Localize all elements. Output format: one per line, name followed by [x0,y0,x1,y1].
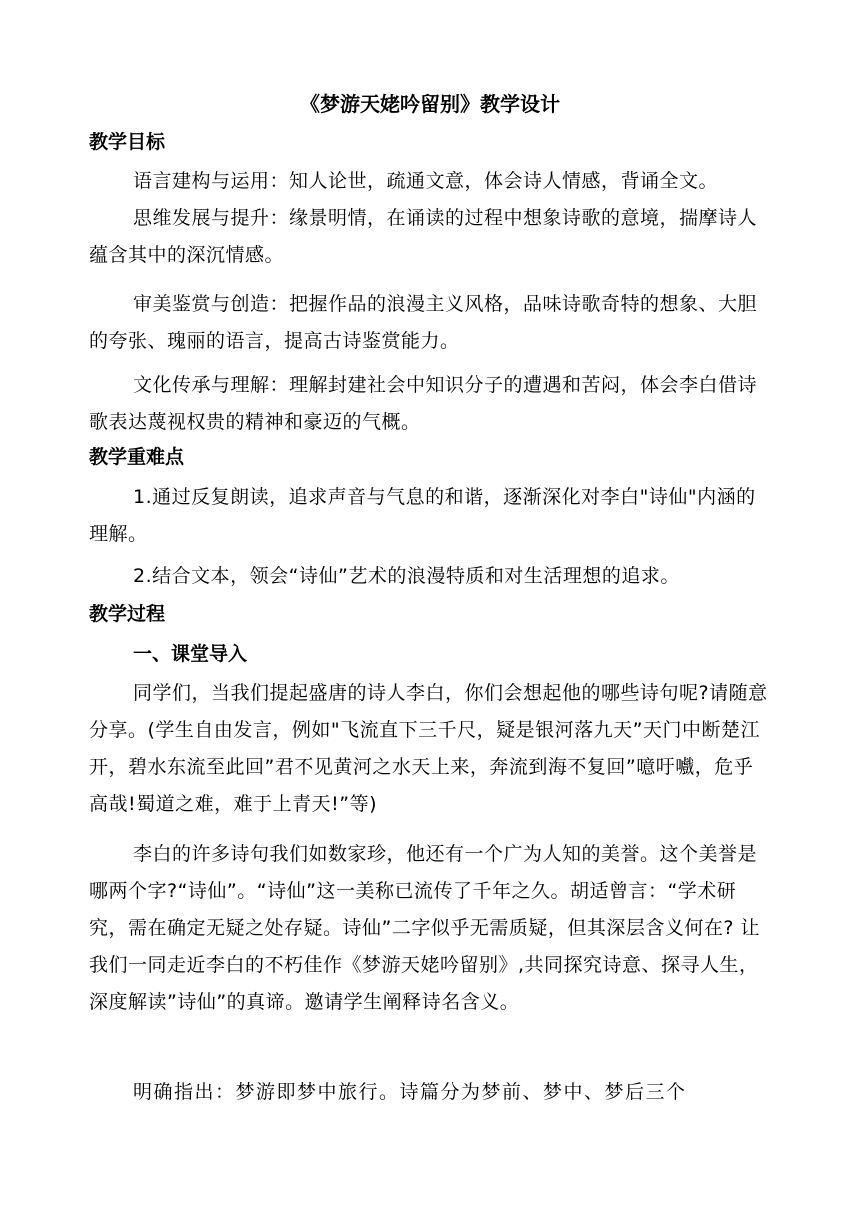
intro-paragraph-2: 李白的许多诗句我们如数家珍，他还有一个广为人知的美誉。这个美誉是哪两个字?“诗仙”。“诗仙”这一美称已流传了千年之久。胡适曾言：“学术研究，需在确定无疑之处存疑。诗仙”二字似乎无需质疑，但其深层含义何在? 让我们一同走近李白的不朽佳作《梦游天姥吟留别》,共同探究诗意、探寻人生，深度解读”诗仙”的真谛。邀请学生阐释诗名含义。 [89,843,760,1013]
intro-paragraph-1: 同学们，当我们提起盛唐的诗人李白，你们会想起他的哪些诗句呢?请随意分享。(学生自由发言，例如"飞流直下三千尺，疑是银河落九天”天门中断楚江开，碧水东流至此回”君不见黄河之水天上来，奔流到海不复回”噫吁嚱，危乎高哉!蜀道之难，难于上青天!”等) [89,682,768,815]
section-heading-goals: 教学目标 [89,131,166,153]
document-title: 《梦游天姥吟留别》教学设计 [300,92,560,116]
subsection-heading-intro: 一、课堂导入 [133,643,248,665]
section-heading-process: 教学过程 [89,603,166,625]
goal-paragraph-culture: 文化传承与理解：理解封建社会中知识分子的遭遇和苦闷，体会李白借诗歌表达蔑视权贵的精神和豪迈的气概。 [89,374,758,433]
goal-paragraph-aesthetics: 审美鉴赏与创造：把握作品的浪漫主义风格，品味诗歌奇特的想象、大胆的夸张、瑰丽的语言，提高古诗鉴赏能力。 [89,293,758,352]
goal-paragraph-language: 语言建构与运用：知人论世，疏通文意，体会诗人情感，背诵全文。 [133,170,719,192]
intro-paragraph-3: 明确指出：梦游即梦中旅行。诗篇分为梦前、梦中、梦后三个 [133,1081,687,1103]
key-point-2: 2.结合文本，领会“诗仙”艺术的浪漫特质和对生活理想的追求。 [133,565,680,587]
key-point-1: 1.通过反复朗读，追求声音与气息的和谐，逐渐深化对李白"诗仙"内涵的理解。 [89,486,756,545]
section-heading-key-points: 教学重难点 [89,446,185,468]
goal-paragraph-thinking: 思维发展与提升：缘景明情，在诵读的过程中想象诗歌的意境，揣摩诗人蕴含其中的深沉情感。 [89,207,758,266]
